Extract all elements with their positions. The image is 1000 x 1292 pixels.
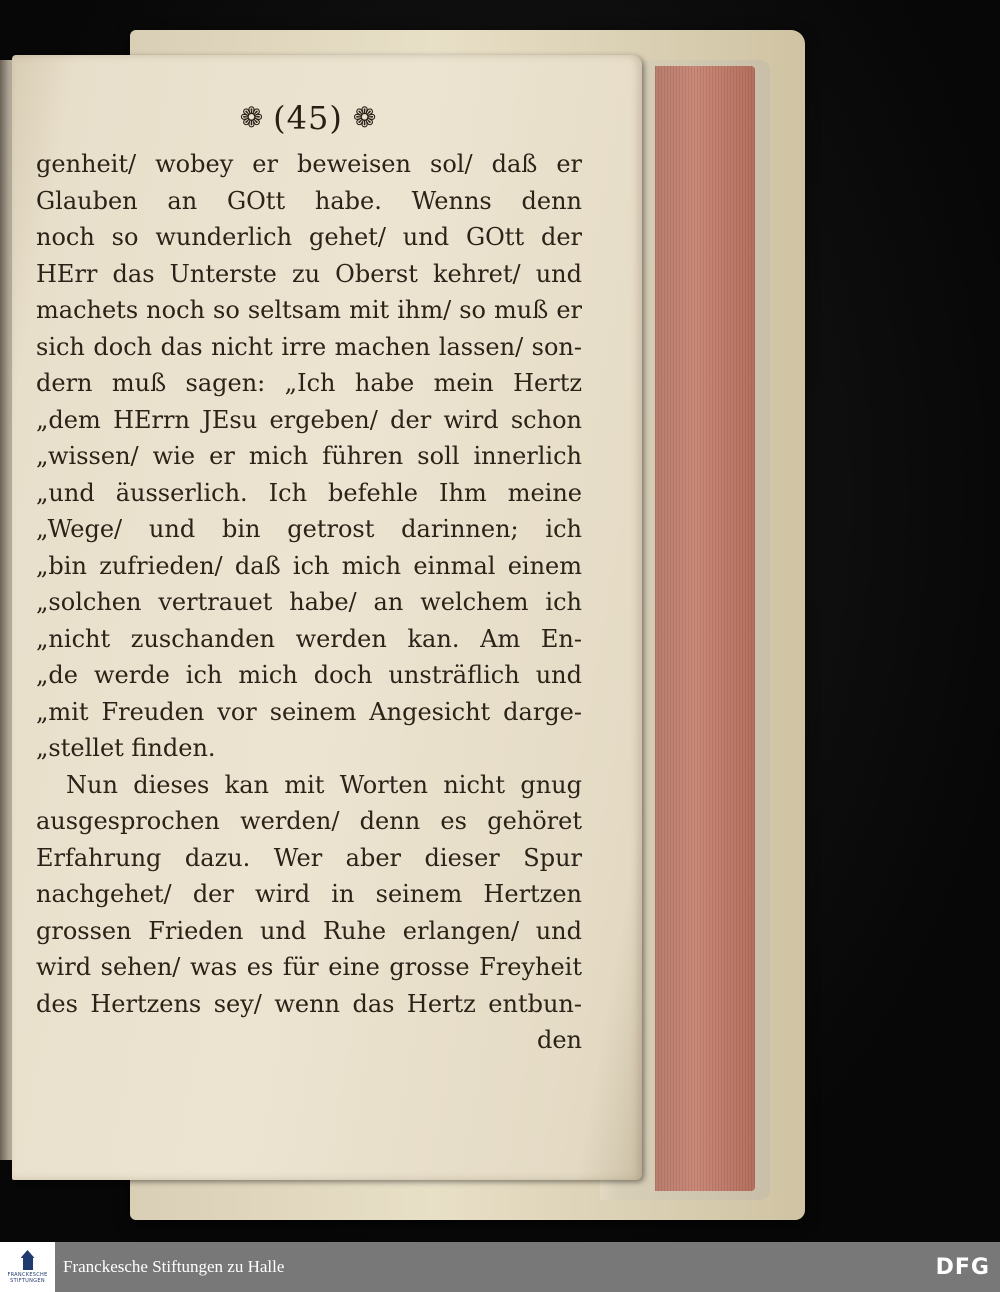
text-line: „stellet finden. (36, 734, 216, 762)
text-line: „und äusserlich. Ich befehle Ihm meine (36, 478, 582, 507)
orphanage-building-icon (18, 1250, 38, 1272)
page-number: (45) (273, 99, 343, 137)
text-line: „solchen vertrauet habe/ an welchem ich (36, 588, 582, 616)
text-line: Glauben an GOtt habe. Wenns denn (36, 186, 582, 215)
institution-logo[interactable] (0, 1242, 55, 1292)
page-header (226, 96, 390, 140)
logo-text-line: FRANCKESCHE (7, 1272, 48, 1278)
red-page-edges (655, 66, 755, 1191)
text-line: ausgesprochen werden/ denn es gehöret (36, 807, 582, 835)
logo-text-line: STIFTUNGEN (10, 1278, 45, 1284)
catchword: den (536, 1026, 582, 1054)
text-line: dern muß sagen: „Ich habe mein Hertz (36, 369, 582, 397)
text-line: „wissen/ wie er mich führen soll innerlich (36, 442, 582, 470)
text-line: HErr das Unterste zu Oberst kehret/ und (36, 259, 582, 288)
text-line: nachgehet/ der wird in seinem Hertzen (36, 880, 582, 908)
text-line: „Wege/ und bin getrost darinnen; ich (36, 515, 582, 543)
text-line: genheit/ wobey er beweisen sol/ daß er (36, 150, 582, 178)
text-line: „dem HErrn JEsu ergeben/ der wird schon (36, 405, 582, 434)
text-line: grossen Frieden und Ruhe erlangen/ und (36, 916, 582, 945)
text-line: „de werde ich mich doch unsträflich und (36, 661, 582, 689)
text-line: Erfahrung dazu. Wer aber dieser Spur (36, 843, 582, 872)
institution-name[interactable]: Franckesche Stiftungen zu Halle (63, 1257, 285, 1276)
ornament-left-icon: ❁ (239, 101, 264, 134)
text-line: wird sehen/ was es für eine grosse Freyheit (36, 953, 582, 981)
ornament-right-icon: ❁ (352, 101, 377, 134)
text-line: sich doch das nicht irre machen lassen/ son- (36, 332, 582, 361)
text-line: noch so wunderlich gehet/ und GOtt der (36, 223, 582, 251)
page-body-text (36, 146, 582, 1059)
text-line: des Hertzens sey/ wenn das Hertz entbun- (36, 989, 582, 1018)
text-line: „mit Freuden vor seinem Angesicht darge- (36, 697, 582, 726)
text-line: Nun dieses kan mit Worten nicht gnug (66, 770, 582, 799)
dfg-logo[interactable]: DFG (935, 1255, 990, 1280)
text-line: machets noch so seltsam mit ihm/ so muß er (36, 296, 582, 324)
text-line: „nicht zuschanden werden kan. Am En- (36, 624, 582, 653)
footer-bar (0, 1242, 1000, 1292)
text-line: „bin zufrieden/ daß ich mich einmal einem (36, 551, 582, 580)
